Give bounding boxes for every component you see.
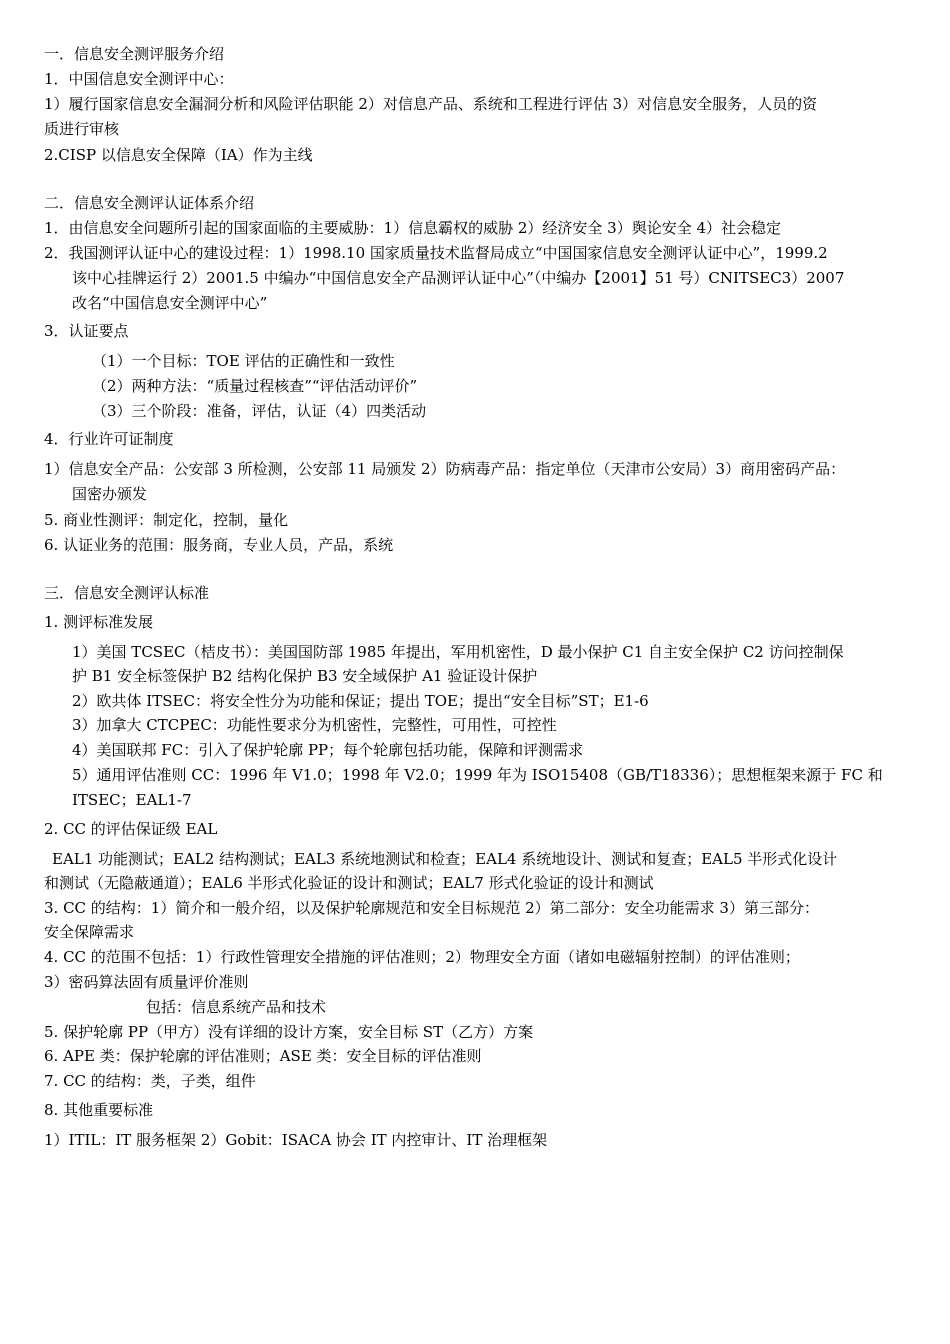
paragraph-line: 包括：信息系统产品和技术 xyxy=(146,998,327,1016)
section-heading-2: 二．信息安全测评认证体系介绍 xyxy=(44,194,255,212)
sub-item: （2）两种方法：“质量过程核查”“评估活动评价” xyxy=(92,377,418,395)
paragraph-line: 安全保障需求 xyxy=(44,923,135,941)
item-3-2: 2. CC 的评估保证级 EAL xyxy=(44,820,218,838)
paragraph-line: 改名“中国信息安全测评中心” xyxy=(72,294,268,312)
section-heading-3: 三．信息安全测评认标准 xyxy=(44,584,210,602)
paragraph-line: 该中心挂牌运行 2）2001.5 中编办“中国信息安全产品测评认证中心”（中编办【2001】51 号）CNITSEC3）2007 xyxy=(72,269,845,287)
item-2-6: 6. 认证业务的范围：服务商，专业人员，产品，系统 xyxy=(44,536,394,554)
item-3-6: 6. APE 类：保护轮廓的评估准则；ASE 类：安全目标的评估准则 xyxy=(44,1047,482,1065)
paragraph-line: 1）信息安全产品：公安部 3 所检测，公安部 11 局颁发 2）防病毒产品：指定单位（天津市公安局）3）商用密码产品： xyxy=(44,460,846,478)
item-2-3: 3．认证要点 xyxy=(44,322,129,340)
item-2-4: 4．行业许可证制度 xyxy=(44,430,174,448)
paragraph-line: 护 B1 安全标签保护 B2 结构化保护 B3 安全域保护 A1 验证设计保护 xyxy=(72,667,538,685)
paragraph-line: EAL1 功能测试；EAL2 结构测试；EAL3 系统地测试和检查；EAL4 系统地设计、测试和复查；EAL5 半形式化设计 xyxy=(52,850,838,868)
paragraph-line: 国密办颁发 xyxy=(72,485,148,503)
item-2-5: 5. 商业性测评：制定化，控制，量化 xyxy=(44,511,289,529)
paragraph-line: 3）密码算法固有质量评价准则 xyxy=(44,973,249,991)
paragraph-line: 1）履行国家信息安全漏洞分析和风险评估职能 2）对信息产品、系统和工程进行评估 3）对信息安全服务，人员的资 xyxy=(44,95,818,113)
sub-item: （1）一个目标：TOE 评估的正确性和一致性 xyxy=(92,352,395,370)
sub-item: （3）三个阶段：准备，评估，认证（4）四类活动 xyxy=(92,402,427,420)
item-2-2: 2．我国测评认证中心的建设过程：1）1998.10 国家质量技术监督局成立“中国国家信息安全测评认证中心”，1999.2 xyxy=(44,244,828,262)
sub-item: 3）加拿大 CTCPEC：功能性要求分为机密性，完整性，可用性，可控性 xyxy=(72,716,557,734)
paragraph-line: 1）ITIL：IT 服务框架 2）Gobit：ISACA 协会 IT 内控审计、IT 治理框架 xyxy=(44,1131,548,1149)
paragraph-line: 质进行审核 xyxy=(44,120,120,138)
item-3-1: 1. 测评标准发展 xyxy=(44,613,154,631)
item-2-1: 1．由信息安全问题所引起的国家面临的主要威胁：1）信息霸权的威胁 2）经济安全 3）舆论安全 4）社会稳定 xyxy=(44,219,782,237)
item-3-4: 4. CC 的范围不包括：1）行政性管理安全措施的评估准则；2）物理安全方面（诸如电磁辐射控制）的评估准则； xyxy=(44,948,800,966)
item-1-1: 1．中国信息安全测评中心： xyxy=(44,70,234,88)
item-3-8: 8. 其他重要标准 xyxy=(44,1101,154,1119)
sub-item: 2）欧共体 ITSEC：将安全性分为功能和保证；提出 TOE；提出“安全目标”ST；E1-6 xyxy=(72,692,649,710)
section-heading-1: 一．信息安全测评服务介绍 xyxy=(44,45,225,63)
sub-item: 4）美国联邦 FC：引入了保护轮廓 PP；每个轮廓包括功能，保障和评测需求 xyxy=(72,741,584,759)
item-3-7: 7. CC 的结构：类，子类，组件 xyxy=(44,1072,256,1090)
item-1-2: 2.CISP 以信息安全保障（IA）作为主线 xyxy=(44,146,313,164)
paragraph-line: 和测试（无隐蔽通道）；EAL6 半形式化验证的设计和测试；EAL7 形式化验证的设计和测试 xyxy=(44,874,654,892)
item-3-3: 3. CC 的结构：1）简介和一般介绍，以及保护轮廓规范和安全目标规范 2）第二部分：安全功能需求 3）第三部分： xyxy=(44,899,819,917)
item-3-5: 5. 保护轮廓 PP（甲方）没有详细的设计方案，安全目标 ST（乙方）方案 xyxy=(44,1023,534,1041)
paragraph-line: ITSEC；EAL1-7 xyxy=(72,791,192,809)
sub-item: 5）通用评估准则 CC：1996 年 V1.0；1998 年 V2.0；1999 年为 ISO15408（GB/T18336）；思想框架来源于 FC 和 xyxy=(72,766,883,784)
sub-item: 1）美国 TCSEC（桔皮书）：美国国防部 1985 年提出，军用机密性，D 最小保护 C1 自主安全保护 C2 访问控制保 xyxy=(72,643,844,661)
